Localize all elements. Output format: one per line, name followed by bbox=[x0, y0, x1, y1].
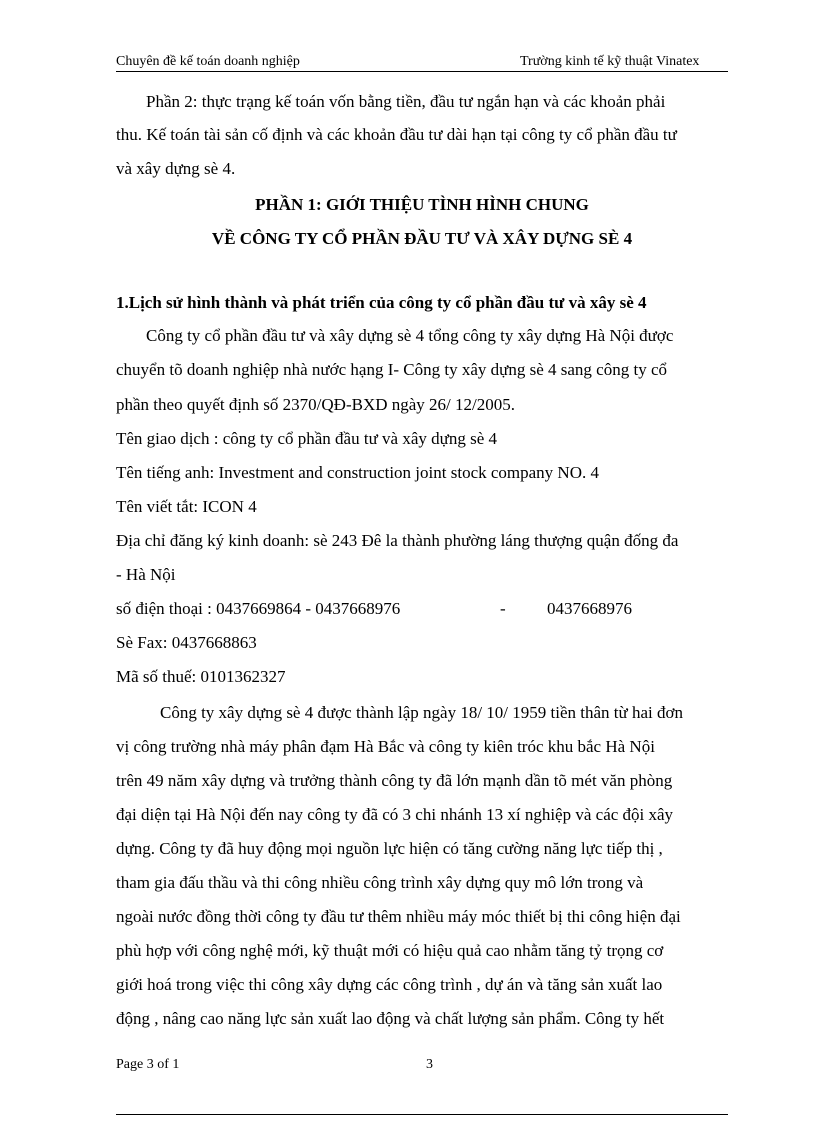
trade-name: Tên giao dịch : công ty cổ phần đầu tư và xây dựng sè 4 bbox=[116, 429, 497, 448]
paragraph-line: phần theo quyết định số 2370/QĐ-BXD ngày 26/ 12/2005. bbox=[116, 395, 515, 414]
footer-page-number: 3 bbox=[426, 1057, 433, 1072]
paragraph-line: ngoài nước đồng thời công ty đầu tư thêm nhiều máy móc thiết bị thi công hiện đại bbox=[116, 907, 681, 926]
phone-numbers: số điện thoại : 0437669864 - 0437668976 bbox=[116, 599, 401, 618]
header-rule bbox=[116, 71, 728, 72]
footer-rule bbox=[116, 1114, 728, 1115]
paragraph-line: vị công trường nhà máy phân đạm Hà Bắc và công ty kiên tróc khu bắc Hà Nội bbox=[116, 737, 655, 756]
phone-extra: 0437668976 bbox=[547, 599, 632, 618]
tax-code: Mã số thuế: 0101362327 bbox=[116, 667, 286, 686]
address-line: - Hà Nội bbox=[116, 565, 176, 584]
paragraph-line: phù hợp với công nghệ mới, kỹ thuật mới có hiệu quả cao nhằm tăng tỷ trọng cơ bbox=[116, 941, 664, 960]
phone-separator: - bbox=[500, 599, 506, 618]
address-line: Địa chỉ đăng ký kinh doanh: sè 243 Đê la thành phường láng thượng quận đống đa bbox=[116, 531, 679, 550]
short-name: Tên viết tắt: ICON 4 bbox=[116, 497, 257, 516]
fax-number: Sè Fax: 0437668863 bbox=[116, 633, 257, 652]
paragraph-line: giới hoá trong việc thi công xây dựng các công trình , dự án và tăng sản xuất lao bbox=[116, 975, 663, 994]
paragraph-line: trên 49 năm xây dựng và trưởng thành công ty đã lớn mạnh dần tõ mét văn phòng bbox=[116, 771, 673, 790]
paragraph-line: dựng. Công ty đã huy động mọi nguồn lực hiện có tăng cường năng lực tiếp thị , bbox=[116, 839, 663, 858]
section-heading: 1.Lịch sử hình thành và phát triển của công ty cổ phần đầu tư và xây sè 4 bbox=[116, 293, 647, 312]
paragraph-line: tham gia đấu thầu và thi công nhiều công trình xây dựng quy mô lớn trong và bbox=[116, 873, 644, 892]
paragraph-line: đại diện tại Hà Nội đến nay công ty đã có 3 chi nhánh 13 xí nghiệp và các đội xây bbox=[116, 805, 674, 824]
intro-line: và xây dựng sè 4. bbox=[116, 159, 236, 178]
paragraph-line: Công ty cổ phần đầu tư và xây dựng sè 4 tổng công ty xây dựng Hà Nội được bbox=[146, 326, 674, 345]
part-title-line: PHẦN 1: GIỚI THIỆU TÌNH HÌNH CHUNG bbox=[255, 195, 589, 214]
paragraph-line: Công ty xây dựng sè 4 được thành lập ngày 18/ 10/ 1959 tiền thân từ hai đơn bbox=[160, 703, 683, 722]
english-name: Tên tiếng anh: Investment and construction joint stock company NO. 4 bbox=[116, 463, 599, 482]
paragraph-line: động , nâng cao năng lực sản xuất lao động và chất lượng sản phẩm. Công ty hết bbox=[116, 1009, 665, 1028]
header-right-title: Trường kinh tế kỹ thuật Vinatex bbox=[520, 54, 700, 69]
part-title-line: VỀ CÔNG TY CỔ PHẦN ĐẦU TƯ VÀ XÂY DỰNG SÈ 4 bbox=[211, 229, 633, 248]
header-left-title: Chuyên đề kế toán doanh nghiệp bbox=[116, 54, 300, 69]
intro-line: Phần 2: thực trạng kế toán vốn bằng tiền, đầu tư ngắn hạn và các khoản phải bbox=[146, 92, 666, 111]
paragraph-line: chuyển tõ doanh nghiệp nhà nước hạng I- Công ty xây dựng sè 4 sang công ty cổ bbox=[116, 360, 667, 379]
footer-page-label: Page 3 of 1 bbox=[116, 1057, 180, 1072]
intro-line: thu. Kế toán tài sản cố định và các khoản đầu tư dài hạn tại công ty cổ phần đầu tư bbox=[116, 125, 677, 144]
